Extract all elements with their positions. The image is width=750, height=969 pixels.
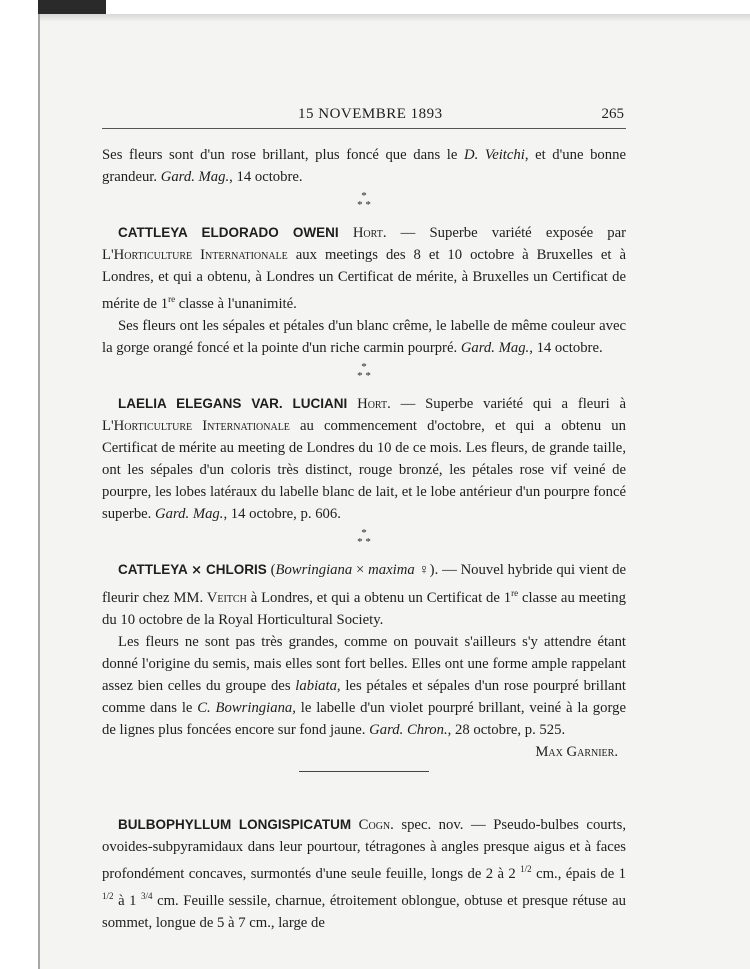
entry-cattleya-eldorado: CATTLEYA ELDORADO OWENI Hort. — Superbe variété exposée par L'Horticulture Internationale aux meetings des 8 et 10 octobre à Bruxelles et à Londres, et qui a obtenu, à Londres un Certificat de mérite, à Bruxelles un Certificat de mérite de 1re classe à l'unanimité. (102, 225, 627, 312)
article-body (102, 144, 626, 934)
entry-cattleya-chloris: CATTLEYA × CHLORIS (Bowringiana × maxima ♀). — Nouvel hybride qui vient de fleurir chez MM. Veitch à Londres, et qui a obtenu un Certificat de 1re classe au meeting du 10 octobre de la Royal Horticultural Society. (102, 561, 626, 628)
page-edge-shadow (40, 14, 750, 22)
entry-title: CATTLEYA × CHLORIS (118, 561, 267, 578)
section-asterism: * * * (357, 360, 371, 382)
entry-laelia-elegans: LAELIA ELEGANS VAR. LUCIANI Hort. — Superbe variété qui a fleuri à L'Horticulture Internationale au commencement d'octobre, et qui a obtenu un Certificat de mérite au meeting de Londres du 10 de ce mois. Les fleurs, de grande taille, ont les sépales d'un coloris très distinct, rouge bronzé, les pétales rose vif veiné de pourpre, les lobes latéraux du labelle blanc de lait, et le lobe antérieur d'un pourpre foncé superbe. Gard. Mag., 14 octobre, p. 606. (102, 395, 626, 522)
entry-title: BULBOPHYLLUM LONGISPICATUM (118, 816, 352, 832)
page-header (102, 104, 626, 129)
continuation-paragraph: Ses fleurs sont d'un rose brillant, plus foncé que dans le D. Veitchi, et d'une bonne grandeur. Gard. Mag., 14 octobre. (102, 147, 626, 185)
running-head-date: 15 NOVEMBRE 1893 (298, 106, 443, 122)
entry-author: Hort. (352, 225, 387, 241)
author-signature: Max Garnier. (535, 743, 618, 760)
entry-author: Cogn. (358, 816, 394, 833)
entry-paragraph: Les fleurs ne sont pas très grandes, comme on pouvait s'ailleurs s'y attendre étant donné l'origine du semis, mais elles sont fort belles. Elles ont une forme ample rappelant assez bien celles du groupe des labiata, les pétales et sépales d'un rose pourpré brillant comme dans le C. Bowringiana, le labelle d'un violet pourpré brillant, veiné à la gorge de lignes plus foncées encore sur fond jaune. Gard. Chron., 28 octobre, p. 525. Max Garnier. (102, 631, 626, 741)
section-divider-rule (299, 771, 429, 772)
entry-title: LAELIA ELEGANS VAR. LUCIANI (118, 395, 348, 411)
page-number: 265 (601, 106, 624, 122)
section-asterism: * * * (357, 190, 371, 211)
entry-author: Hort. (357, 395, 391, 412)
entry-title: CATTLEYA ELDORADO OWENI (118, 225, 339, 240)
section-asterism: * * * (357, 526, 371, 548)
entry-paragraph: Ses fleurs ont les sépales et pétales d'un blanc crême, le labelle de même couleur avec la gorge orangé foncé et la pointe d'un riche carmin pourpré. Gard. Mag., 14 octobre. (102, 317, 626, 356)
entry-bulbophyllum: BULBOPHYLLUM LONGISPICATUM Cogn. spec. nov. — Pseudo-bulbes courts, ovoides-subpyramidaux dans leur pourtour, tétragones à angles presque aigus et à faces profondément concaves, surmontés d'une seule feuille, longs de 2 à 2 $^{1/2}$ cm., épais de 1 $^{1/2}$ à 1 $^{3/4}$ cm. Feuille sessile, charnue, étroitement oblongue, obtuse et presque rétuse au sommet, longue de 5 à 7 cm., large de (102, 816, 626, 931)
